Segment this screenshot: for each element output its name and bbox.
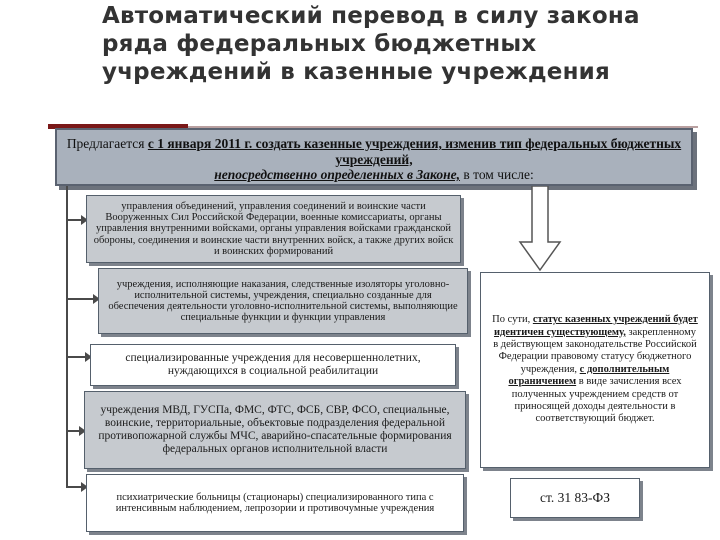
slide-title: Автоматический перевод в силу закона ряда федеральных бюджетных учреждений в казенные учреждения	[102, 3, 640, 85]
summary-status: статус казенных учреждений будет идентичен существующему,	[493, 314, 698, 338]
header-emphasis: непосредственно определенных в Законе,	[214, 167, 460, 182]
summary-tail: в виде зачисления всех полученных учреждением средств от приносящей доходы деятельности в соответствующий бюджет.	[511, 376, 682, 425]
header-tail: в том числе:	[459, 167, 534, 182]
law-reference: ст. 31 83-ФЗ	[540, 490, 610, 506]
box-text: учреждения МВД, ГУСПа, ФМС, ФТС, ФСБ, СВР, ФСО, специальные, воинские, территориальные, объектовые подразделения федеральной противопожарной службы МЧС, аварийно-спасательные формирования федеральных органов исполнительной власти	[98, 404, 452, 455]
arrow-right-icon	[66, 430, 80, 432]
box-text: управления объединений, управления соединений и воинские части Вооруженных Сил Российской Федерации, военные комиссариаты, органы управления внутренними войсками, органы управления войсками гражданской обороны, соединения и воинские части внутренних войск, а также других войск и воинских формирований	[93, 200, 454, 257]
arrow-right-icon	[66, 356, 86, 358]
proposal-header-box	[55, 128, 693, 186]
summary-body: закрепленному в действующем законодательстве Российской Федерации правовому статусу бюджетного учреждения,	[493, 326, 697, 375]
box-text: учреждения, исполняющие наказания, следственные изоляторы уголовно-исполнительной системы, учреждения, специально созданные для обеспечения деятельности уголовно-исполнительной системы, выполняющие специальные функции и функции управления	[108, 278, 458, 324]
institution-box-penal	[98, 268, 468, 334]
box-text: специализированные учреждения для несовершеннолетних, нуждающихся в социальной реабилитации	[125, 352, 421, 377]
institution-box-military	[86, 195, 461, 263]
header-intro: Предлагается	[66, 136, 148, 151]
arrow-right-icon	[66, 298, 94, 300]
arrow-down-icon	[518, 186, 562, 272]
law-reference-box	[510, 478, 640, 518]
institution-box-minors	[90, 344, 456, 386]
box-text: психиатрические больницы (стационары) специализированного типа с интенсивным наблюдением, лепрозории и противочумные учреждения	[115, 491, 435, 514]
institution-box-agencies	[84, 391, 466, 469]
summary-intro: По сути,	[492, 314, 533, 326]
institution-box-hospitals	[86, 474, 464, 532]
arrow-right-icon	[66, 219, 82, 221]
summary-limitation: с дополнительным ограничением	[508, 363, 670, 388]
summary-box	[480, 272, 710, 468]
arrow-right-icon	[66, 486, 82, 488]
header-proposal: с 1 января 2011 г. создать казенные учреждения, изменив тип федеральных бюджетных учреждений,	[147, 136, 682, 167]
list-bracket	[66, 186, 68, 488]
